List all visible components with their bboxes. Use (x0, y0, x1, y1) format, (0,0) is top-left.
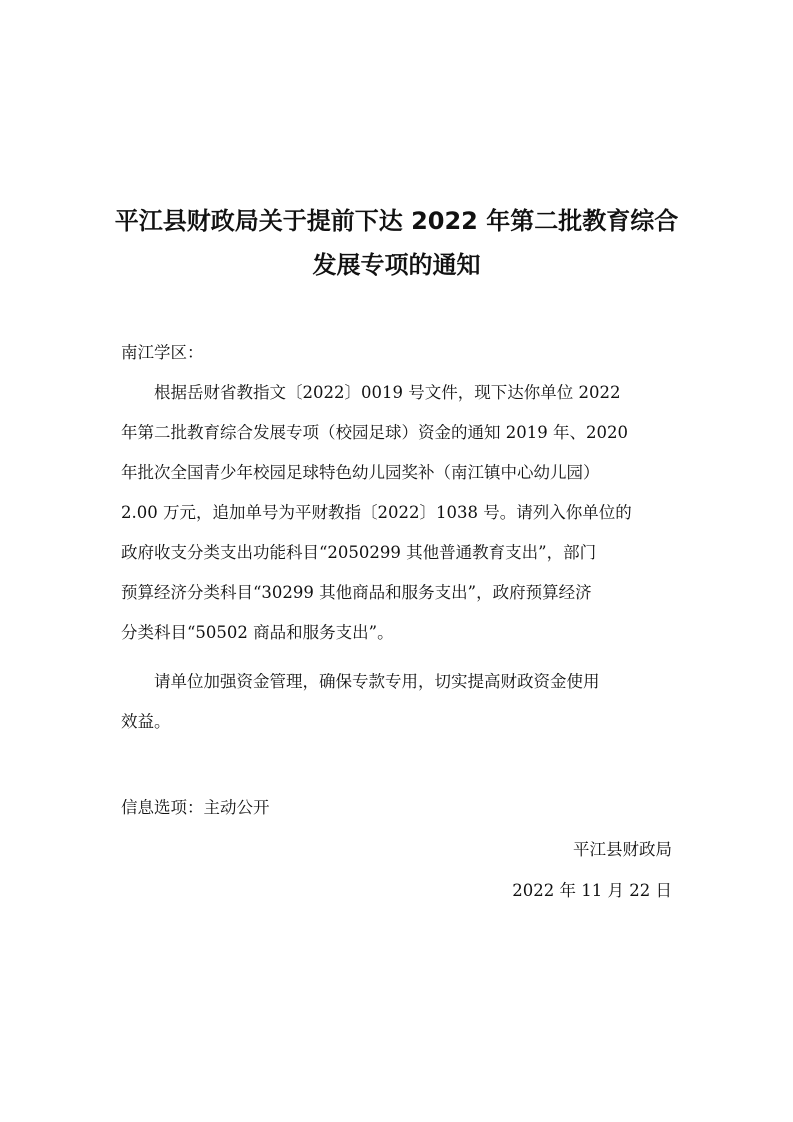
salutation: 南江学区： (121, 343, 204, 362)
paragraph-1-line: 年批次全国青少年校园足球特色幼儿园奖补（南江镇中心幼儿园） (121, 463, 600, 482)
signature-organization: 平江县财政局 (573, 840, 672, 859)
paragraph-1-line: 年第二批教育综合发展专项（校园足球）资金的通知 2019 年、2020 (121, 423, 628, 442)
paragraph-1-line: 2.00 万元，追加单号为平财教指〔2022〕1038 号。请列入你单位的 (121, 503, 632, 522)
info-option: 信息选项：主动公开 (121, 798, 270, 817)
paragraph-1-line: 预算经济分类科目“30299 其他商品和服务支出”，政府预算经济 (121, 583, 592, 602)
paragraph-1-line: 分类科目“50502 商品和服务支出”。 (121, 623, 394, 642)
document-title-line-1: 平江县财政局关于提前下达 2022 年第二批教育综合 (114, 207, 679, 235)
document-title-line-2: 发展专项的通知 (312, 251, 481, 279)
signature-date: 2022 年 11 月 22 日 (512, 881, 672, 900)
paragraph-1-line: 政府收支分类支出功能科目“2050299 其他普通教育支出”，部门 (121, 543, 597, 562)
paragraph-2-line: 效益。 (121, 712, 171, 731)
paragraph-2-line: 请单位加强资金管理，确保专款专用，切实提高财政资金使用 (154, 672, 600, 691)
paragraph-1-line: 根据岳财省教指文〔2022〕0019 号文件，现下达你单位 2022 (154, 383, 621, 402)
